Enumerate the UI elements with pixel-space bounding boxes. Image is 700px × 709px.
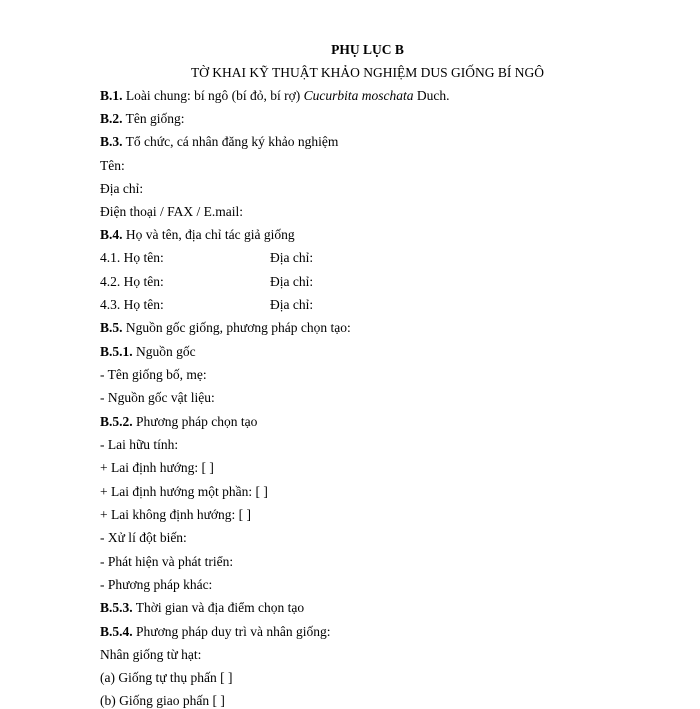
author-2-address: Địa chỉ:: [270, 274, 314, 289]
section-b5: [100, 320, 351, 336]
sexual-hybridization: - Lai hữu tính:: [100, 437, 179, 452]
section-b2: [100, 111, 185, 127]
registrant-address: Địa chỉ:: [100, 181, 144, 196]
section-text: Thời gian và địa điểm chọn tạo: [132, 600, 305, 615]
section-text: Loài chung: bí ngô (bí đỏ, bí rợ): [122, 88, 304, 103]
material-origin: - Nguồn gốc vật liệu:: [100, 390, 215, 405]
section-number: B.3.: [100, 134, 123, 149]
partial-directed-cross-option: + Lai định hướng một phần: [ ]: [100, 484, 268, 499]
section-text: Nguồn gốc giống, phương pháp chọn tạo:: [122, 320, 351, 335]
form-title: TỜ KHAI KỸ THUẬT KHẢO NGHIỆM DUS GIỐNG BÍ NGÔ: [190, 65, 545, 80]
author-2-name: 4.2. Họ tên:: [100, 274, 164, 289]
species-name: Cucurbita moschata: [303, 88, 414, 103]
section-text: Nguồn gốc: [132, 344, 196, 359]
section-number: B.2.: [100, 111, 123, 126]
section-text: Họ và tên, địa chỉ tác giả giống: [122, 227, 295, 242]
other-method: - Phương pháp khác:: [100, 577, 213, 592]
section-text: Tên giống:: [122, 111, 185, 126]
author-1-name: 4.1. Họ tên:: [100, 250, 164, 265]
seed-propagation: Nhân giống từ hạt:: [100, 647, 202, 662]
section-number: B.5.4.: [100, 624, 133, 639]
section-number: B.5.1.: [100, 344, 133, 359]
registrant-name: Tên:: [100, 158, 125, 173]
section-b5-3: [100, 600, 304, 616]
registrant-contact: Điện thoại / FAX / E.mail:: [100, 204, 243, 219]
section-b5-2: [100, 414, 257, 430]
section-text: Phương pháp chọn tạo: [132, 414, 258, 429]
section-text-end: Duch.: [413, 88, 450, 103]
section-number: B.5.: [100, 320, 123, 335]
section-b1: [100, 88, 450, 104]
section-number: B.1.: [100, 88, 123, 103]
section-text: Tổ chức, cá nhân đăng ký khảo nghiệm: [122, 134, 339, 149]
section-b4: [100, 227, 295, 243]
self-pollinated-option: (a) Giống tự thụ phấn [ ]: [100, 670, 233, 685]
author-3-name: 4.3. Họ tên:: [100, 297, 164, 312]
author-1-address: Địa chỉ:: [270, 250, 314, 265]
discovery-development: - Phát hiện và phát triển:: [100, 554, 234, 569]
parent-varieties: - Tên giống bố, mẹ:: [100, 367, 207, 382]
author-3-address: Địa chỉ:: [270, 297, 314, 312]
section-number: B.4.: [100, 227, 123, 242]
mutation-treatment: - Xử lí đột biến:: [100, 530, 187, 545]
section-b5-1: [100, 344, 196, 360]
undirected-cross-option: + Lai không định hướng: [ ]: [100, 507, 252, 522]
section-text: Phương pháp duy trì và nhân giống:: [132, 624, 331, 639]
section-b3: [100, 134, 338, 150]
section-number: B.5.3.: [100, 600, 133, 615]
directed-cross-option: + Lai định hướng: [ ]: [100, 460, 214, 475]
appendix-heading: PHỤ LỤC B: [331, 42, 404, 57]
section-b5-4: [100, 624, 330, 640]
section-number: B.5.2.: [100, 414, 133, 429]
cross-pollinated-option: (b) Giống giao phấn [ ]: [100, 693, 225, 708]
